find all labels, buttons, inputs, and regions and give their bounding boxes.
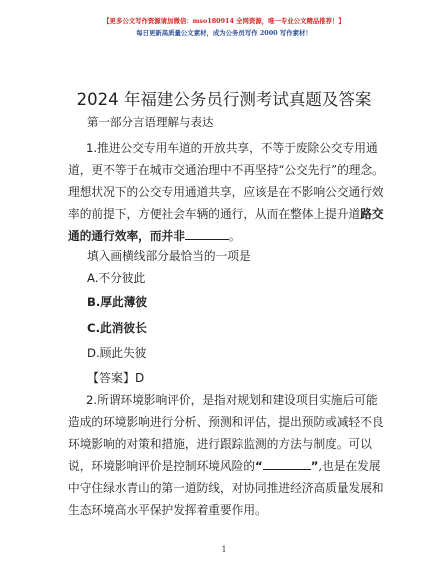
question-1-number: 1.	[86, 141, 98, 155]
option-a-letter: A.	[87, 271, 99, 285]
option-c-letter: C.	[87, 321, 101, 335]
question-1-blank	[185, 228, 229, 240]
option-d-letter: D.	[87, 346, 100, 360]
question-2-quote-open: “	[255, 459, 263, 473]
promo-banner-line-2: 每日更新高质量公文素材，成为公务员写作 2000 写作素材！	[136, 29, 312, 37]
option-c	[87, 320, 147, 336]
question-2-quote-close: ”	[310, 459, 319, 473]
answer-label: 【答案】	[87, 371, 136, 385]
page-number: 1	[221, 545, 227, 554]
option-c-text: 此消彼长	[100, 321, 147, 335]
section-heading: 第一部分言语理解与表达	[87, 115, 214, 129]
option-b-text: 厚此薄彼	[100, 295, 148, 309]
question-2-blank	[263, 458, 311, 470]
option-a	[87, 270, 145, 286]
question-1-bold-tail: 路交通的通行效率，而并非	[68, 207, 384, 243]
option-a-text: 不分彼此	[98, 271, 146, 285]
option-b	[87, 294, 147, 310]
question-2-number: 2.	[86, 393, 98, 407]
question-2-text	[68, 389, 384, 521]
option-d	[87, 345, 146, 361]
option-d-text: 顾此失彼	[99, 346, 147, 360]
question-1-text	[68, 137, 384, 247]
question-1-prompt: 填入画横线部分最恰当的一项是	[87, 249, 251, 263]
answer-value: D	[135, 371, 145, 385]
question-1-body: 推进公交专用车道的开放共享，不等于废除公交专用通道，更不等于在城市交通治理中不再坚持“公交先行”的理念。理想状况下的公交专用通道共享，应该是在不影响公交通行效率的前提下，方便社会车辆的通行，从而在整体上提升道	[68, 141, 384, 221]
document-title: 2024 年福建公务员行测考试真题及答案	[76, 90, 372, 109]
option-b-letter: B.	[87, 295, 101, 309]
question-1-answer	[87, 369, 144, 386]
question-2-body-a: 所谓环境影响评价，是指对规划和建设项目实施后可能造成的环境影响进行分析、预测和评估，提出预防或减轻不良环境影响的对策和措施，进行跟踪监测的方法与制度。可以说，环境影响评价是控制环境风险的	[68, 393, 384, 473]
question-1-end: 。	[228, 229, 241, 243]
promo-banner-line-1: 【更多公文写作资源请加微信：mso180914 全网资源，唯一专业公文精品推荐！】	[103, 17, 345, 25]
question-2-body-b: ,也是在发展中守住绿水青山的第一道防线，对协同推进经济高质量发展和生态环境高水平保护发挥着重要作用。	[68, 459, 384, 517]
